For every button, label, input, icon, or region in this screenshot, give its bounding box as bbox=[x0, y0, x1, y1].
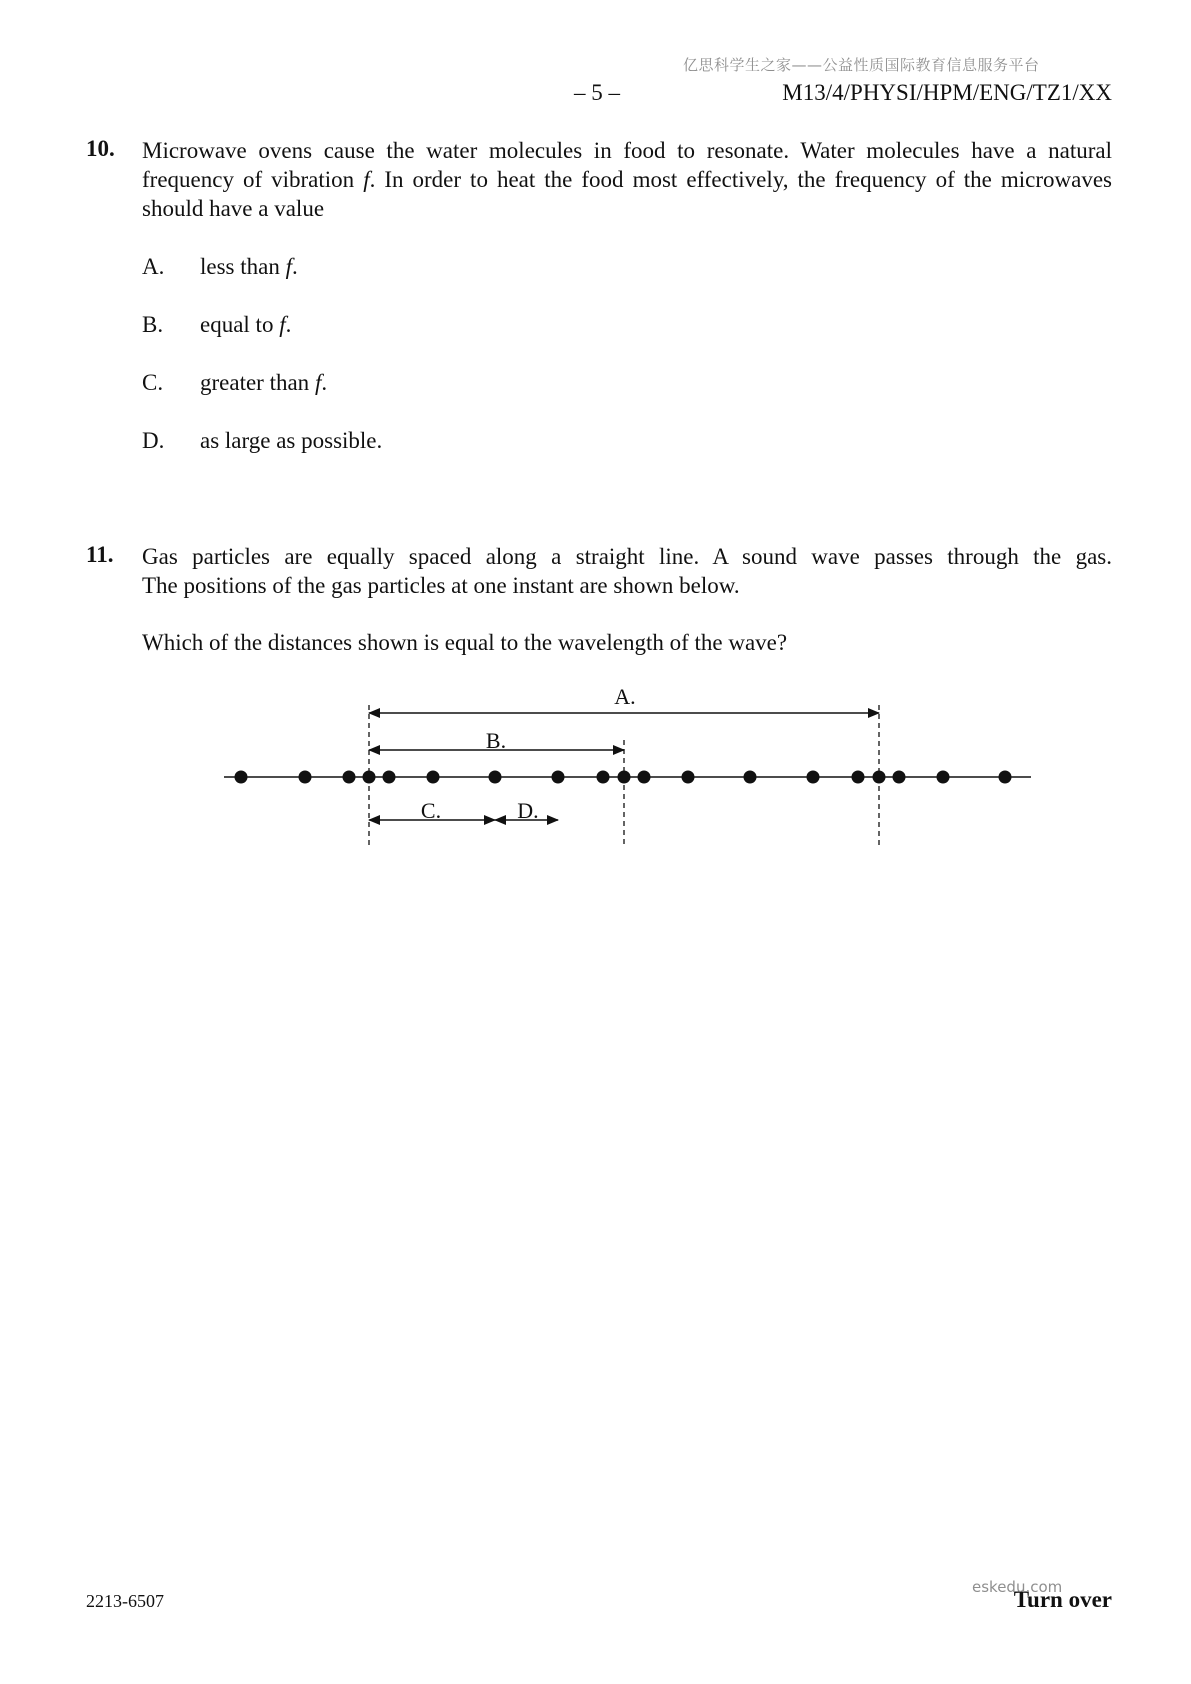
gas-particle bbox=[999, 771, 1012, 784]
paper-code: M13/4/PHYSI/HPM/ENG/TZ1/XX bbox=[782, 80, 1112, 105]
gas-particle bbox=[299, 771, 312, 784]
label-a: A. bbox=[614, 684, 636, 709]
question-11-line-1: Gas particles are equally spaced along a straight line. A sound wave passes through the gas. bbox=[142, 544, 1112, 569]
question-11-line-2: The positions of the gas particles at one instant are shown below. bbox=[142, 573, 740, 598]
option-c: C. greater than f. bbox=[142, 370, 328, 395]
gas-particle bbox=[597, 771, 610, 784]
question-11-prompt: Which of the distances shown is equal to the wavelength of the wave? bbox=[142, 630, 788, 655]
gas-particle bbox=[343, 771, 356, 784]
gas-particle bbox=[427, 771, 440, 784]
question-10-number: 10. bbox=[86, 136, 115, 161]
page-number: – 5 – bbox=[574, 80, 620, 105]
gas-particle bbox=[638, 771, 651, 784]
footer-watermark: eskedu.com bbox=[972, 1578, 1063, 1596]
gas-particle bbox=[807, 771, 820, 784]
gas-particle bbox=[363, 771, 376, 784]
gas-particle bbox=[744, 771, 757, 784]
footer-code: 2213-6507 bbox=[86, 1591, 164, 1611]
gas-particle bbox=[235, 771, 248, 784]
gas-particle bbox=[873, 771, 886, 784]
question-10-line-3: should have a value bbox=[142, 196, 325, 221]
gas-particle bbox=[852, 771, 865, 784]
gas-particle bbox=[682, 771, 695, 784]
label-b: B. bbox=[485, 728, 507, 753]
gas-particle bbox=[489, 771, 502, 784]
option-d: D. as large as possible. bbox=[142, 428, 383, 453]
label-d: D. bbox=[517, 798, 539, 823]
gas-particle bbox=[552, 771, 565, 784]
gas-particle bbox=[383, 771, 396, 784]
question-10-line-2: frequency of vibration f. In order to heat the food most effectively, the frequency of the microwaves bbox=[142, 167, 1112, 192]
gas-particle bbox=[937, 771, 950, 784]
label-c: C. bbox=[420, 798, 442, 823]
gas-particle bbox=[893, 771, 906, 784]
frequency-symbol: f bbox=[363, 167, 370, 192]
option-b: B. equal to f. bbox=[142, 312, 292, 337]
question-11-number: 11. bbox=[86, 542, 114, 567]
question-10-line-1: Microwave ovens cause the water molecules in food to resonate. Water molecules have a natural bbox=[142, 138, 1112, 163]
gas-particles bbox=[235, 771, 1012, 784]
gas-particle bbox=[618, 771, 631, 784]
option-a: A. less than f. bbox=[142, 254, 298, 279]
header-watermark: 亿思科学生之家——公益性质国际教育信息服务平台 bbox=[683, 56, 1040, 74]
turn-over: Turn over bbox=[1013, 1587, 1112, 1612]
